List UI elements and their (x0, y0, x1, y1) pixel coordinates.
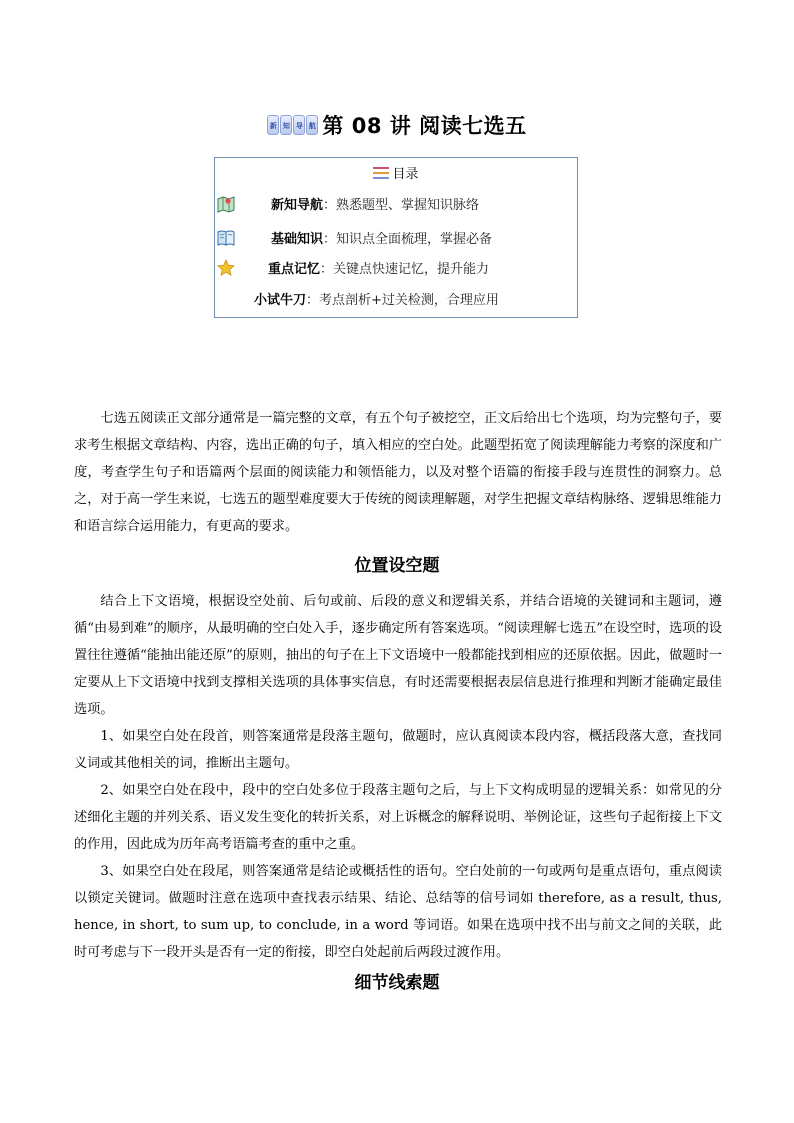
list-icon (373, 167, 389, 179)
new-knowledge-badge-icon (267, 115, 318, 135)
star-icon (217, 259, 235, 277)
table-of-contents (214, 157, 578, 318)
paragraph: 结合上下文语境，根据设空处前、后句或前、后段的意义和逻辑关系，并结合语境的关键词和主题词，遵循“由易到难”的顺序，从最明确的空白处入手，逐步确定所有答案选项。“阅读理解七选五”在设空时，选项的设置往往遵循“能抽出能还原”的原则，抽出的句子在上下文语境中一般都能找到相应的还原依据。因此，做题时一定要从上下文语境中找到支撑相关选项的具体事实信息，有时还需要根据表层信息进行推理和判断才能确定最佳选项。 (74, 594, 722, 717)
paragraph: 1、如果空白处在段首，则答案通常是段落主题句，做题时，应认真阅读本段内容，概括段落大意，查找同义词或其他相关的词，推断出主题句。 (74, 729, 722, 771)
map-icon (217, 195, 235, 213)
badge-char: 导 (293, 115, 305, 135)
toc-item-new-knowledge[interactable] (215, 194, 577, 213)
toc-item-key-memory[interactable] (215, 258, 577, 277)
section1-body (74, 588, 722, 966)
toc-text: ：知识点全面梳理，掌握必备 (323, 232, 493, 247)
badge-char: 航 (306, 115, 318, 135)
paragraph: 2、如果空白处在段中，段中的空白处多位于段落主题句之后，与上下文构成明显的逻辑关系：如常见的分述细化主题的并列关系、语义发生变化的转折关系，对上诉概念的解释说明、举例论证，这些句子起衔接上下文的作用，因此成为历年高考语篇考查的重中之重。 (74, 783, 722, 852)
toc-label: 新知导航 (271, 198, 324, 213)
toc-text: ：关键点快速记忆，提升能力 (320, 262, 490, 277)
intro-section (74, 405, 722, 540)
toc-item-basic-knowledge[interactable] (215, 228, 577, 247)
section-heading-detail: 细节线索题 (354, 973, 440, 993)
toc-label: 小试牛刀 (254, 293, 307, 308)
toc-label: 基础知识 (271, 232, 324, 247)
toc-heading-text: 目录 (392, 167, 419, 182)
book-icon (217, 229, 235, 247)
title-row (0, 110, 794, 140)
paragraph: 3、如果空白处在段尾，则答案通常是结论或概括性的语句。空白处前的一句或两句是重点语句，重点阅读以锁定关键词。做题时注意在选项中查找表示结果、结论、总结等的信号词如 therefore, as a result, thus, hence, in short, to sum up, to conclude, in a word 等词语。如果在选项中找不出与前文之间的关联，此时可考虑与下一段开头是否有一定的衔接，即空白处起前后两段过渡作用。 (74, 864, 722, 960)
section-heading-position: 位置设空题 (354, 556, 440, 576)
toc-item-practice[interactable] (215, 289, 577, 308)
page-title: 第 08 讲 阅读七选五 (322, 114, 527, 138)
badge-char: 知 (280, 115, 292, 135)
toc-text: ：考点剖析+过关检测，合理应用 (306, 293, 499, 308)
intro-paragraph: 七选五阅读正文部分通常是一篇完整的文章，有五个句子被挖空，正文后给出七个选项，均为完整句子，要求考生根据文章结构、内容，选出正确的句子，填入相应的空白处。此题型拓宽了阅读理解能力考察的深度和广度，考查学生句子和语篇两个层面的阅读能力和领悟能力，以及对整个语篇的衔接手段与连贯性的洞察力。总之，对于高一学生来说，七选五的题型难度要大于传统的阅读理解题，对学生把握文章结构脉络、逻辑思维能力和语言综合运用能力，有更高的要求。 (74, 411, 722, 534)
toc-heading (215, 163, 577, 182)
toc-label: 重点记忆 (268, 262, 321, 277)
badge-char: 新 (267, 115, 279, 135)
toc-text: ：熟悉题型、掌握知识脉络 (323, 198, 480, 213)
